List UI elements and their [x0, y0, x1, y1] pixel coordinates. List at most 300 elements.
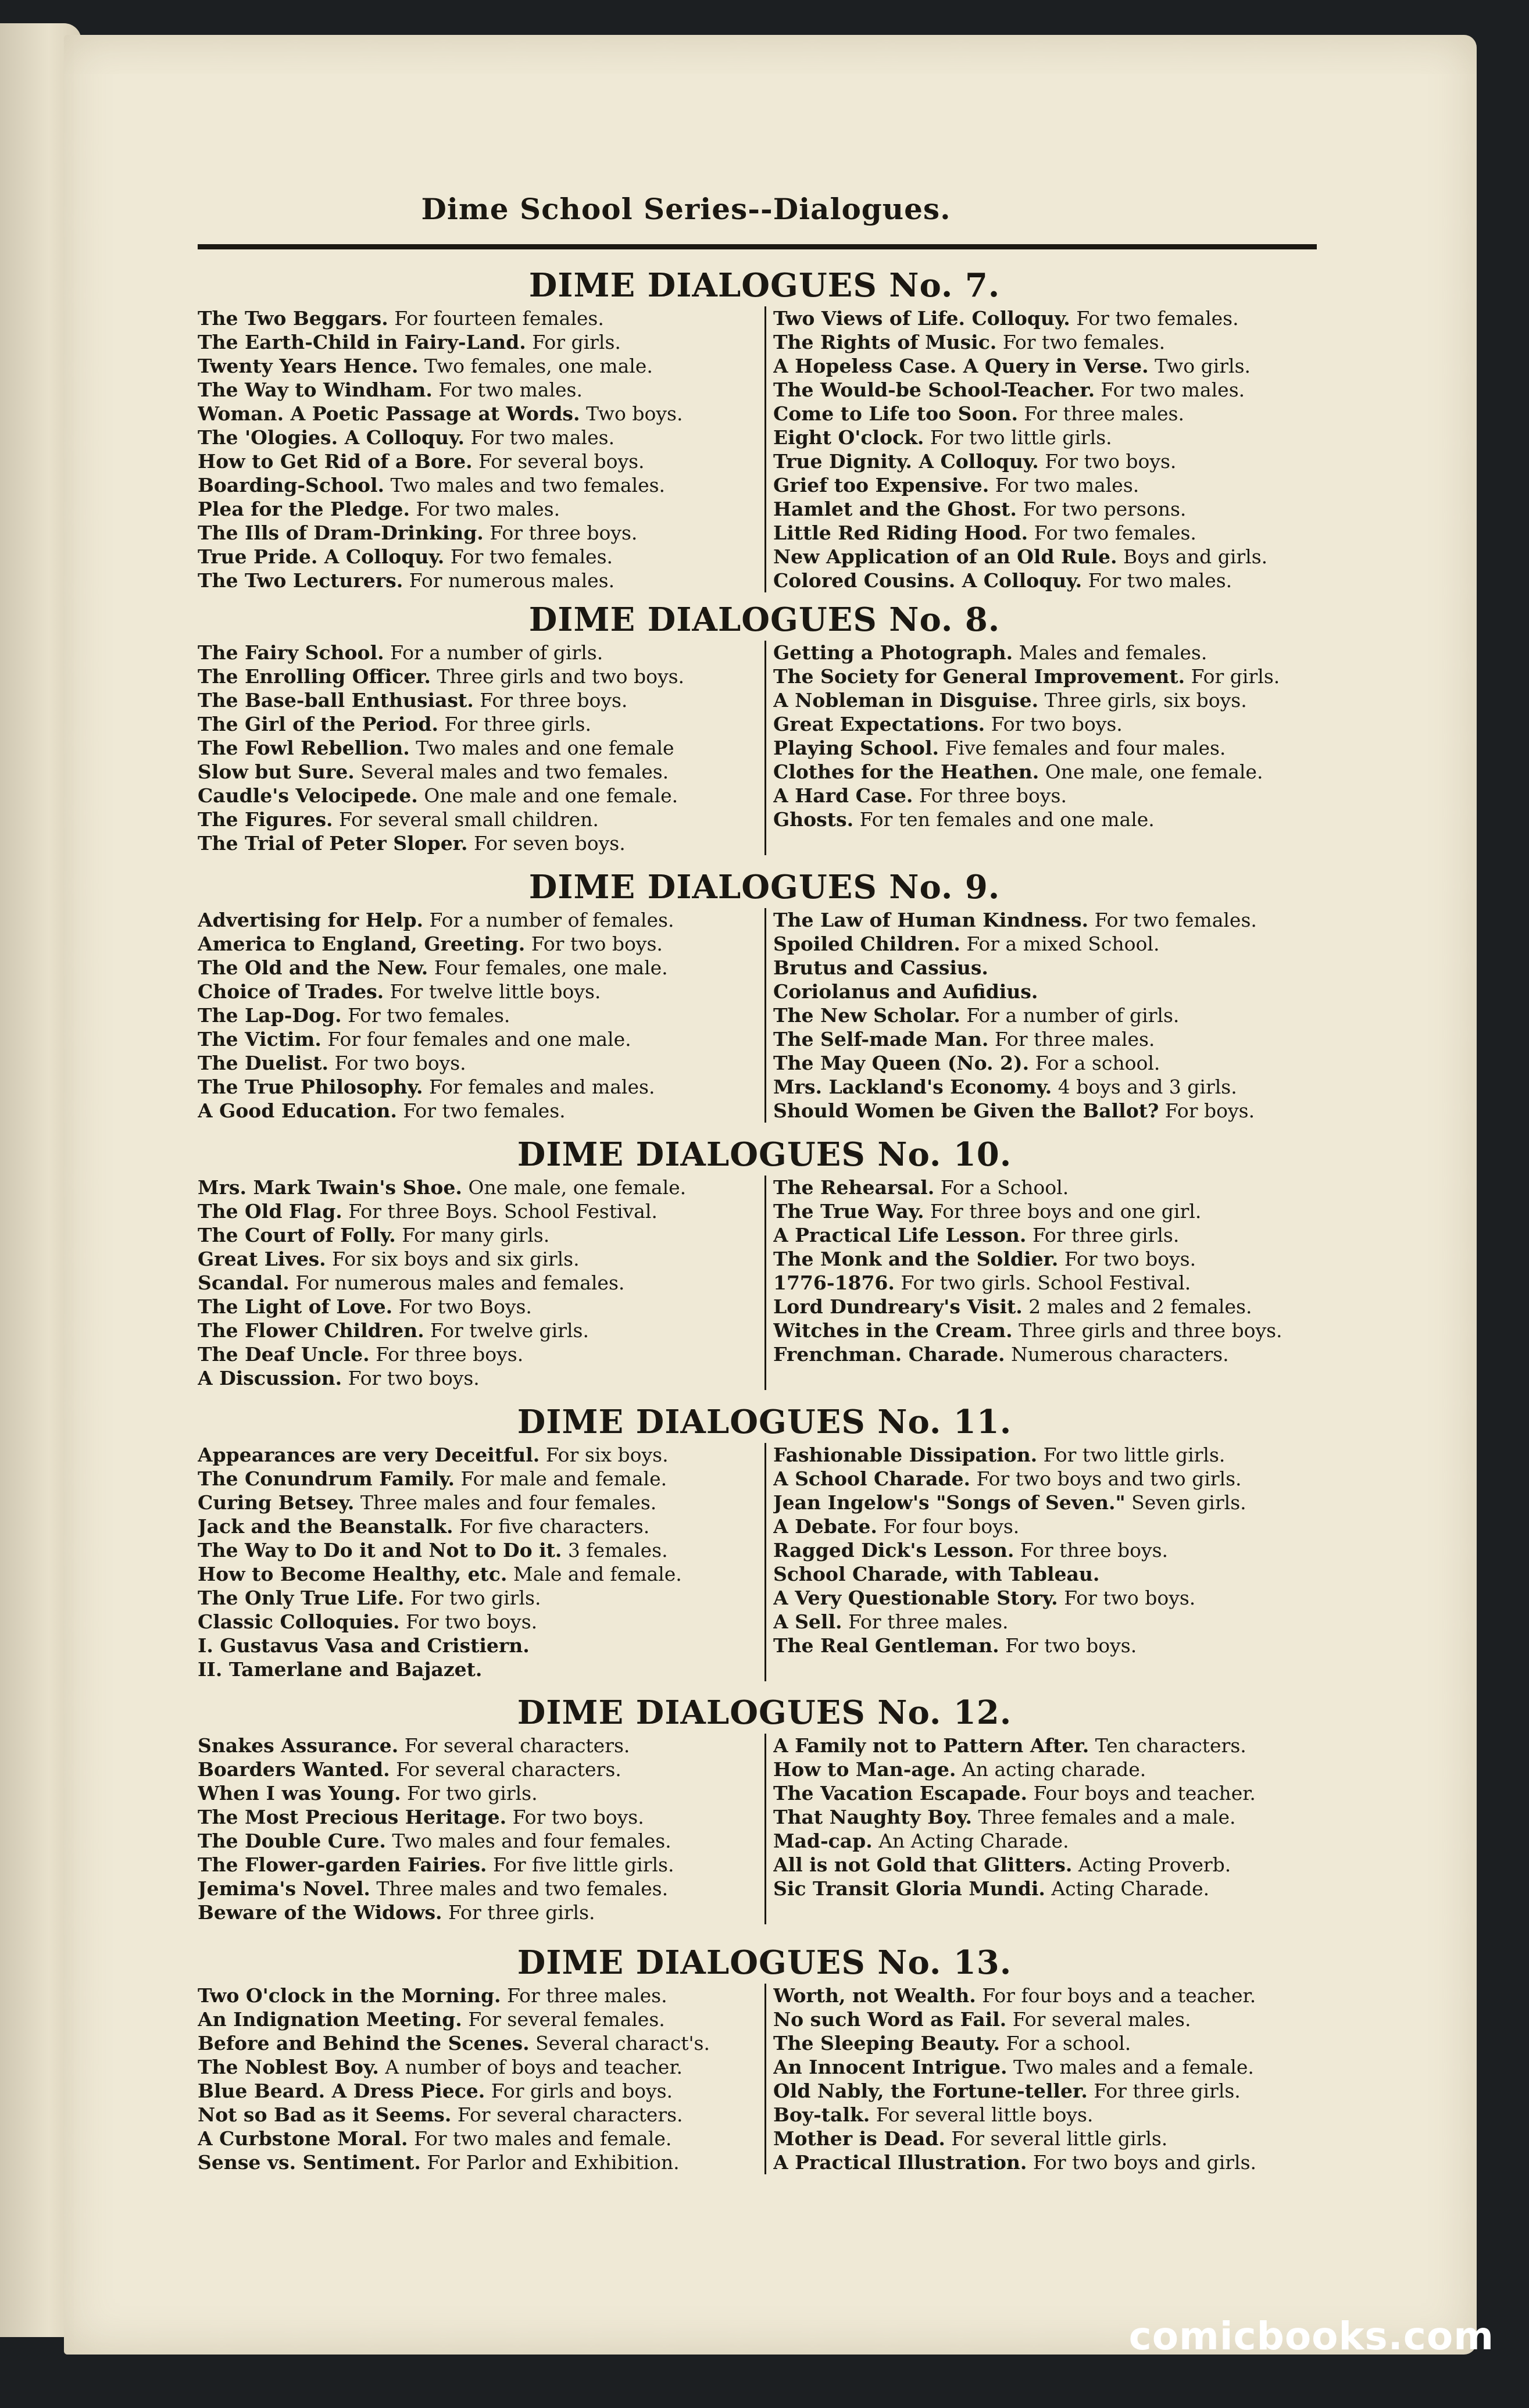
dialogue-title: A Debate.: [773, 1515, 877, 1538]
section-title: DIME DIALOGUES No. 9.: [528, 868, 1001, 906]
dialogue-cast: For two girls. School Festival.: [894, 1271, 1191, 1294]
dialogue-title: The Old Flag.: [198, 1200, 342, 1223]
dialogue-entry: [198, 1247, 759, 1271]
dialogue-entry: [198, 1027, 759, 1051]
dialogue-entry: [198, 980, 759, 1003]
right-column: [764, 1443, 1331, 1681]
dialogue-cast: Two boys.: [580, 402, 683, 425]
dialogue-title: Sense vs. Sentiment.: [198, 2151, 421, 2174]
dialogue-cast: For two persons.: [1016, 498, 1187, 520]
dialogue-cast: One male, one female.: [462, 1176, 687, 1199]
dialogue-title: The Figures.: [198, 808, 333, 831]
right-column: [764, 1176, 1331, 1390]
dialogue-cast: Four females, one male.: [428, 956, 668, 979]
dialogue-title: New Application of an Old Rule.: [773, 545, 1117, 568]
dialogue-cast: For females and males.: [423, 1076, 655, 1098]
dialogue-cast: Five females and four males.: [938, 737, 1226, 759]
dialogue-title: Mrs. Lackland's Economy.: [773, 1076, 1052, 1098]
dialogue-title: The Society for General Improvement.: [773, 665, 1185, 688]
section-columns: [198, 1734, 1331, 1924]
dialogue-title: The Sleeping Beauty.: [773, 2032, 1000, 2055]
dialogue-entry: [198, 1099, 759, 1123]
dialogue-title: A Curbstone Moral.: [198, 2127, 408, 2150]
dialogue-cast: An acting charade.: [956, 1758, 1146, 1781]
dialogue-title: Scandal.: [198, 1271, 290, 1294]
dialogue-title: I. Gustavus Vasa and Cristiern.: [198, 1634, 530, 1657]
dialogue-title: Slow but Sure.: [198, 760, 355, 783]
dialogue-title: The May Queen (No. 2).: [773, 1052, 1030, 1074]
dialogue-title: No such Word as Fail.: [773, 2008, 1007, 2031]
dialogue-cast: For three males.: [842, 1610, 1009, 1633]
dialogue-title: The True Way.: [773, 1200, 924, 1223]
dialogue-title: Caudle's Velocipede.: [198, 784, 418, 807]
dialogue-cast: For three males.: [501, 1984, 667, 2007]
dialogue-title: Choice of Trades.: [198, 980, 384, 1003]
dialogue-title: A Discussion.: [198, 1367, 342, 1389]
dialogue-cast: Seven girls.: [1125, 1491, 1246, 1514]
dialogue-title: The Court of Folly.: [198, 1224, 396, 1246]
dialogue-cast: For two little girls.: [1037, 1444, 1226, 1466]
dialogue-entry: [198, 1984, 759, 2007]
dialogue-entry: [198, 1295, 759, 1319]
dialogue-title: Hamlet and the Ghost.: [773, 498, 1017, 520]
dialogue-title: A Very Questionable Story.: [773, 1587, 1058, 1609]
dialogue-cast: For Parlor and Exhibition.: [420, 2151, 680, 2174]
dialogue-cast: For two boys.: [999, 1634, 1137, 1657]
dialogue-entry: [198, 545, 759, 569]
dialogue-title: Beware of the Widows.: [198, 1901, 442, 1924]
dialogue-title: A Practical Life Lesson.: [773, 1224, 1027, 1246]
dialogue-title: An Innocent Intrigue.: [773, 2056, 1008, 2078]
dialogue-entry: [773, 1853, 1331, 1877]
dialogue-cast: Male and female.: [507, 1563, 682, 1585]
dialogue-cast: Two females, one male.: [418, 355, 653, 377]
dialogue-entry: [198, 402, 759, 426]
dialogue-title: Old Nably, the Fortune-teller.: [773, 2080, 1088, 2102]
dialogue-title: The 'Ologies. A Colloquy.: [198, 426, 465, 449]
dialogue-title: Snakes Assurance.: [198, 1734, 399, 1757]
dialogue-cast: For a number of females.: [423, 909, 674, 931]
dialogue-entry: [773, 908, 1331, 932]
dialogue-entry: [198, 1734, 759, 1757]
dialogue-cast: For a number of girls.: [960, 1004, 1180, 1027]
dialogue-entry: [773, 736, 1331, 760]
dialogue-title: Classic Colloquies.: [198, 1610, 400, 1633]
dialogue-entry: [773, 1319, 1331, 1342]
dialogue-title: True Pride. A Colloquy.: [198, 545, 445, 568]
dialogue-title: The Conundrum Family.: [198, 1467, 455, 1490]
dialogue-cast: Acting Proverb.: [1072, 1853, 1231, 1876]
dialogue-cast: For two boys.: [506, 1806, 644, 1828]
dialogue-cast: 2 males and 2 females.: [1022, 1295, 1252, 1318]
dialogue-entry: [198, 1467, 759, 1491]
dialogue-cast: For two boys.: [328, 1052, 466, 1074]
dialogue-title: Worth, not Wealth.: [773, 1984, 976, 2007]
dialogue-title: Great Expectations.: [773, 713, 985, 735]
dialogue-title: The Vacation Escapade.: [773, 1782, 1027, 1805]
dialogue-cast: For two little girls.: [924, 426, 1112, 449]
dialogue-title: Clothes for the Heathen.: [773, 760, 1039, 783]
dialogue-title: A Hard Case.: [773, 784, 913, 807]
dialogue-cast: For two boys.: [399, 1610, 538, 1633]
dialogue-cast: For fourteen females.: [388, 307, 604, 330]
dialogue-entry: [773, 1295, 1331, 1319]
dialogue-cast: For two males and female.: [408, 2127, 672, 2150]
dialogue-entry: [773, 1634, 1331, 1657]
dialogue-cast: A number of boys and teacher.: [378, 2056, 683, 2078]
dialogue-entry: [773, 1176, 1331, 1199]
dialogue-entry: [773, 1443, 1331, 1467]
dialogue-cast: For two girls.: [404, 1587, 541, 1609]
dialogue-entry: [773, 497, 1331, 521]
dialogue-entry: [198, 641, 759, 664]
dialogue-entry: [773, 688, 1331, 712]
dialogue-title: The Light of Love.: [198, 1295, 393, 1318]
left-column: [198, 1176, 764, 1390]
dialogue-cast: Numerous characters.: [1005, 1343, 1229, 1366]
dialogue-title: The Real Gentleman.: [773, 1634, 999, 1657]
dialogue-entry: [198, 1853, 759, 1877]
dialogue-cast: For four females and one male.: [321, 1028, 631, 1051]
dialogue-cast: Two girls.: [1148, 355, 1251, 377]
dialogue-entry: [773, 2079, 1331, 2103]
dialogue-cast: For three boys.: [483, 521, 638, 544]
dialogue-entry: [198, 1271, 759, 1295]
left-column: [198, 641, 764, 855]
dialogue-cast: For three girls.: [1087, 2080, 1241, 2102]
dialogue-title: Witches in the Cream.: [773, 1319, 1013, 1342]
dialogue-entry: [198, 306, 759, 330]
dialogue-entry: [198, 1829, 759, 1853]
dialogue-cast: Four boys and teacher.: [1027, 1782, 1256, 1805]
dialogue-title: How to Become Healthy, etc.: [198, 1563, 508, 1585]
dialogue-title: The Would-be School-Teacher.: [773, 378, 1095, 401]
dialogue-entry: [198, 473, 759, 497]
dialogue-title: When I was Young.: [198, 1782, 401, 1805]
left-column: [198, 908, 764, 1123]
dialogue-cast: For two females.: [341, 1004, 510, 1027]
dialogue-cast: For two females.: [396, 1099, 566, 1122]
dialogue-entry: [773, 784, 1331, 808]
left-column: [198, 306, 764, 592]
dialogue-section: [198, 1942, 1331, 2174]
dialogue-cast: For male and female.: [455, 1467, 667, 1490]
dialogue-cast: For a school.: [999, 2032, 1131, 2055]
section-columns: [198, 1176, 1331, 1390]
dialogue-cast: For two females.: [1088, 909, 1257, 931]
dialogue-title: America to England, Greeting.: [198, 933, 526, 955]
dialogue-cast: For three girls.: [1026, 1224, 1180, 1246]
dialogue-entry: [773, 1223, 1331, 1247]
dialogue-entry: [773, 641, 1331, 664]
dialogue-cast: For three males.: [988, 1028, 1155, 1051]
dialogue-cast: For twelve girls.: [424, 1319, 589, 1342]
dialogue-cast: Three females and a male.: [971, 1806, 1236, 1828]
dialogue-title: Plea for the Pledge.: [198, 498, 410, 520]
dialogue-title: Advertising for Help.: [198, 909, 424, 931]
section-columns: [198, 908, 1331, 1123]
dialogue-entry: [773, 449, 1331, 473]
dialogue-entry: [773, 306, 1331, 330]
left-column: [198, 1984, 764, 2174]
dialogue-entry: [773, 2007, 1331, 2031]
dialogue-entry: [198, 2103, 759, 2127]
dialogue-title: The Flower Children.: [198, 1319, 424, 1342]
dialogue-cast: For girls and boys.: [485, 2080, 673, 2102]
dialogue-entry: [773, 473, 1331, 497]
dialogue-title: Fashionable Dissipation.: [773, 1444, 1038, 1466]
dialogue-cast: For several boys.: [472, 450, 645, 473]
section-title: DIME DIALOGUES No. 11.: [517, 1403, 1012, 1441]
dialogue-title: The Base-ball Enthusiast.: [198, 689, 474, 712]
dialogue-title: How to Get Rid of a Bore.: [198, 450, 473, 473]
dialogue-title: Should Women be Given the Ballot?: [773, 1099, 1159, 1122]
dialogue-entry: [198, 1900, 759, 1924]
dialogue-cast: For a school.: [1029, 1052, 1160, 1074]
dialogue-entry: [198, 1223, 759, 1247]
dialogue-entry: [198, 2031, 759, 2055]
dialogue-title: The Two Beggars.: [198, 307, 388, 330]
dialogue-title: Spoiled Children.: [773, 933, 960, 955]
dialogue-section: [198, 599, 1331, 855]
dialogue-cast: For a mixed School.: [960, 933, 1160, 955]
dialogue-entry: [198, 1586, 759, 1610]
section-title: DIME DIALOGUES No. 8.: [528, 601, 1001, 639]
dialogue-cast: For girls.: [526, 331, 621, 353]
section-title: DIME DIALOGUES No. 13.: [517, 1943, 1012, 1982]
dialogue-entry: [773, 1491, 1331, 1514]
dialogue-title: The Flower-garden Fairies.: [198, 1853, 487, 1876]
dialogue-title: The Most Precious Heritage.: [198, 1806, 507, 1828]
dialogue-entry: [198, 1003, 759, 1027]
dialogue-title: A School Charade.: [773, 1467, 971, 1490]
dialogue-entry: [198, 1514, 759, 1538]
dialogue-entry: [773, 2031, 1331, 2055]
dialogue-title: 1776-1876.: [773, 1271, 895, 1294]
dialogue-title: True Dignity. A Colloquy.: [773, 450, 1039, 473]
section-title: DIME DIALOGUES No. 10.: [517, 1135, 1012, 1174]
dialogue-entry: [198, 378, 759, 402]
dialogue-entry: [773, 1271, 1331, 1295]
dialogue-title: Lord Dundreary's Visit.: [773, 1295, 1023, 1318]
dialogue-cast: Acting Charade.: [1045, 1877, 1210, 1900]
dialogue-cast: For four boys.: [877, 1515, 1020, 1538]
dialogue-entry: [773, 1003, 1331, 1027]
dialogue-entry: [773, 932, 1331, 956]
dialogue-entry: [198, 1538, 759, 1562]
dialogue-entry: [773, 808, 1331, 831]
dialogue-entry: [773, 1805, 1331, 1829]
dialogue-cast: Three girls and two boys.: [431, 665, 685, 688]
dialogue-entry: [198, 1342, 759, 1366]
dialogue-cast: For several characters.: [398, 1734, 630, 1757]
dialogue-entry: [198, 1075, 759, 1099]
dialogue-entry: [198, 2079, 759, 2103]
dialogue-title: Come to Life too Soon.: [773, 402, 1018, 425]
dialogue-cast: One male, one female.: [1039, 760, 1263, 783]
dialogue-cast: For two females.: [444, 545, 613, 568]
dialogue-entry: [773, 1247, 1331, 1271]
dialogue-cast: Two males and two females.: [384, 474, 666, 496]
dialogue-cast: For numerous males and females.: [289, 1271, 625, 1294]
dialogue-title: School Charade, with Tableau.: [773, 1563, 1100, 1585]
dialogue-title: The Way to Windham.: [198, 378, 433, 401]
dialogue-entry: [198, 831, 759, 855]
dialogue-cast: For two males.: [1082, 569, 1233, 592]
dialogue-cast: For two boys.: [525, 933, 663, 955]
dialogue-title: The Victim.: [198, 1028, 321, 1051]
dialogue-cast: One male and one female.: [417, 784, 678, 807]
dialogue-title: The New Scholar.: [773, 1004, 960, 1027]
dialogue-entry: [198, 1634, 759, 1657]
dialogue-title: A Family not to Pattern After.: [773, 1734, 1089, 1757]
dialogue-title: The Noblest Boy.: [198, 2056, 379, 2078]
dialogue-title: Jean Ingelow's "Songs of Seven.": [773, 1491, 1126, 1514]
dialogue-cast: For four boys and a teacher.: [976, 1984, 1256, 2007]
dialogue-entry: [773, 2055, 1331, 2079]
dialogue-entry: [773, 1734, 1331, 1757]
dialogue-cast: For two males.: [432, 378, 583, 401]
dialogue-entry: [773, 1781, 1331, 1805]
dialogue-title: Grief too Expensive.: [773, 474, 989, 496]
dialogue-title: A Sell.: [773, 1610, 842, 1633]
dialogue-entry: [198, 1176, 759, 1199]
dialogue-cast: For several males.: [1006, 2008, 1191, 2031]
dialogue-entry: [773, 426, 1331, 449]
dialogue-cast: For numerous males.: [403, 569, 615, 592]
dialogue-entry: [198, 2150, 759, 2174]
dialogue-entry: [773, 712, 1331, 736]
section-columns: [198, 1984, 1331, 2174]
dialogue-title: The Trial of Peter Sloper.: [198, 832, 468, 855]
dialogue-cast: For two males.: [465, 426, 615, 449]
dialogue-entry: [773, 664, 1331, 688]
right-column: [764, 641, 1331, 855]
dialogue-cast: For three boys.: [913, 784, 1067, 807]
dialogue-title: The Deaf Uncle.: [198, 1343, 370, 1366]
dialogue-entry: [198, 569, 759, 592]
dialogue-entry: [198, 354, 759, 378]
dialogue-cast: For ten females and one male.: [853, 808, 1155, 831]
dialogue-entry: [773, 521, 1331, 545]
right-column: [764, 1734, 1331, 1924]
dialogue-title: Jemima's Novel.: [198, 1877, 370, 1900]
dialogue-title: Not so Bad as it Seems.: [198, 2103, 452, 2126]
dialogue-title: Getting a Photograph.: [773, 641, 1013, 664]
dialogue-title: Little Red Riding Hood.: [773, 521, 1028, 544]
dialogue-cast: For a School.: [934, 1176, 1069, 1199]
dialogue-entry: [198, 1877, 759, 1900]
section-columns: [198, 641, 1331, 855]
dialogue-cast: Three girls and three boys.: [1012, 1319, 1282, 1342]
dialogue-title: Before and Behind the Scenes.: [198, 2032, 530, 2055]
dialogue-cast: For three boys and one girl.: [924, 1200, 1202, 1223]
right-column: [764, 908, 1331, 1123]
dialogue-entry: [198, 1562, 759, 1586]
dialogue-cast: For two boys and girls.: [1027, 2151, 1257, 2174]
dialogue-title: The Fowl Rebellion.: [198, 737, 410, 759]
dialogue-entry: [198, 1657, 759, 1681]
dialogue-entry: [198, 1319, 759, 1342]
page-header: Dime School Series--Dialogues.: [421, 192, 951, 226]
dialogue-entry: [198, 908, 759, 932]
dialogue-title: How to Man-age.: [773, 1758, 956, 1781]
dialogue-cast: For six boys.: [540, 1444, 669, 1466]
dialogue-entry: [773, 980, 1331, 1003]
dialogue-cast: For two females.: [996, 331, 1166, 353]
dialogue-cast: For three boys.: [369, 1343, 524, 1366]
dialogue-cast: For two boys.: [985, 713, 1123, 735]
dialogue-cast: For two boys.: [1058, 1248, 1196, 1270]
section-title: DIME DIALOGUES No. 7.: [528, 266, 1001, 305]
dialogue-title: That Naughty Boy.: [773, 1806, 972, 1828]
dialogue-entry: [198, 1199, 759, 1223]
dialogue-entry: [198, 1443, 759, 1467]
dialogue-cast: For girls.: [1185, 665, 1280, 688]
dialogue-entry: [198, 712, 759, 736]
dialogue-title: The Monk and the Soldier.: [773, 1248, 1059, 1270]
dialogue-title: The Old and the New.: [198, 956, 428, 979]
dialogue-cast: For three Boys. School Festival.: [342, 1200, 658, 1223]
dialogue-title: All is not Gold that Glitters.: [773, 1853, 1073, 1876]
section-columns: [198, 306, 1331, 592]
dialogue-title: Blue Beard. A Dress Piece.: [198, 2080, 485, 2102]
dialogue-entry: [773, 760, 1331, 784]
dialogue-title: A Hopeless Case. A Query in Verse.: [773, 355, 1149, 377]
dialogue-cast: 4 boys and 3 girls.: [1052, 1076, 1237, 1098]
dialogue-entry: [773, 1984, 1331, 2007]
dialogue-entry: [198, 426, 759, 449]
dialogue-cast: Two males and one female: [409, 737, 674, 759]
dialogue-title: The True Philosophy.: [198, 1076, 423, 1098]
dialogue-cast: Boys and girls.: [1117, 545, 1268, 568]
dialogue-title: Brutus and Cassius.: [773, 956, 988, 979]
dialogue-cast: Several charact's.: [529, 2032, 710, 2055]
dialogue-entry: [198, 521, 759, 545]
dialogue-title: Ragged Dick's Lesson.: [773, 1539, 1014, 1562]
left-column: [198, 1734, 764, 1924]
dialogue-title: Jack and the Beanstalk.: [198, 1515, 453, 1538]
dialogue-cast: For boys.: [1159, 1099, 1255, 1122]
dialogue-entry: [773, 378, 1331, 402]
dialogue-entry: [773, 354, 1331, 378]
dialogue-title: Mother is Dead.: [773, 2127, 945, 2150]
dialogue-entry: [198, 1757, 759, 1781]
dialogue-cast: Three girls, six boys.: [1038, 689, 1247, 712]
dialogue-entry: [198, 1781, 759, 1805]
dialogue-cast: An Acting Charade.: [872, 1830, 1069, 1852]
dialogue-cast: Three males and two females.: [370, 1877, 669, 1900]
dialogue-entry: [198, 2127, 759, 2150]
header-rule: [198, 244, 1317, 249]
dialogue-cast: For two males.: [1095, 378, 1245, 401]
dialogue-entry: [198, 449, 759, 473]
dialogue-title: Frenchman. Charade.: [773, 1343, 1005, 1366]
dialogue-cast: For five characters.: [453, 1515, 650, 1538]
dialogue-entry: [198, 1610, 759, 1634]
dialogue-title: The Rehearsal.: [773, 1176, 935, 1199]
dialogue-entry: [198, 956, 759, 980]
dialogue-cast: For two females.: [1028, 521, 1196, 544]
dialogue-entry: [773, 1757, 1331, 1781]
right-column: [764, 306, 1331, 592]
dialogue-cast: Two males and a female.: [1007, 2056, 1254, 2078]
dialogue-title: A Good Education.: [198, 1099, 397, 1122]
dialogue-title: Mrs. Mark Twain's Shoe.: [198, 1176, 462, 1199]
dialogue-section: [198, 1134, 1331, 1390]
left-column: [198, 1443, 764, 1681]
section-title: DIME DIALOGUES No. 12.: [517, 1694, 1012, 1732]
